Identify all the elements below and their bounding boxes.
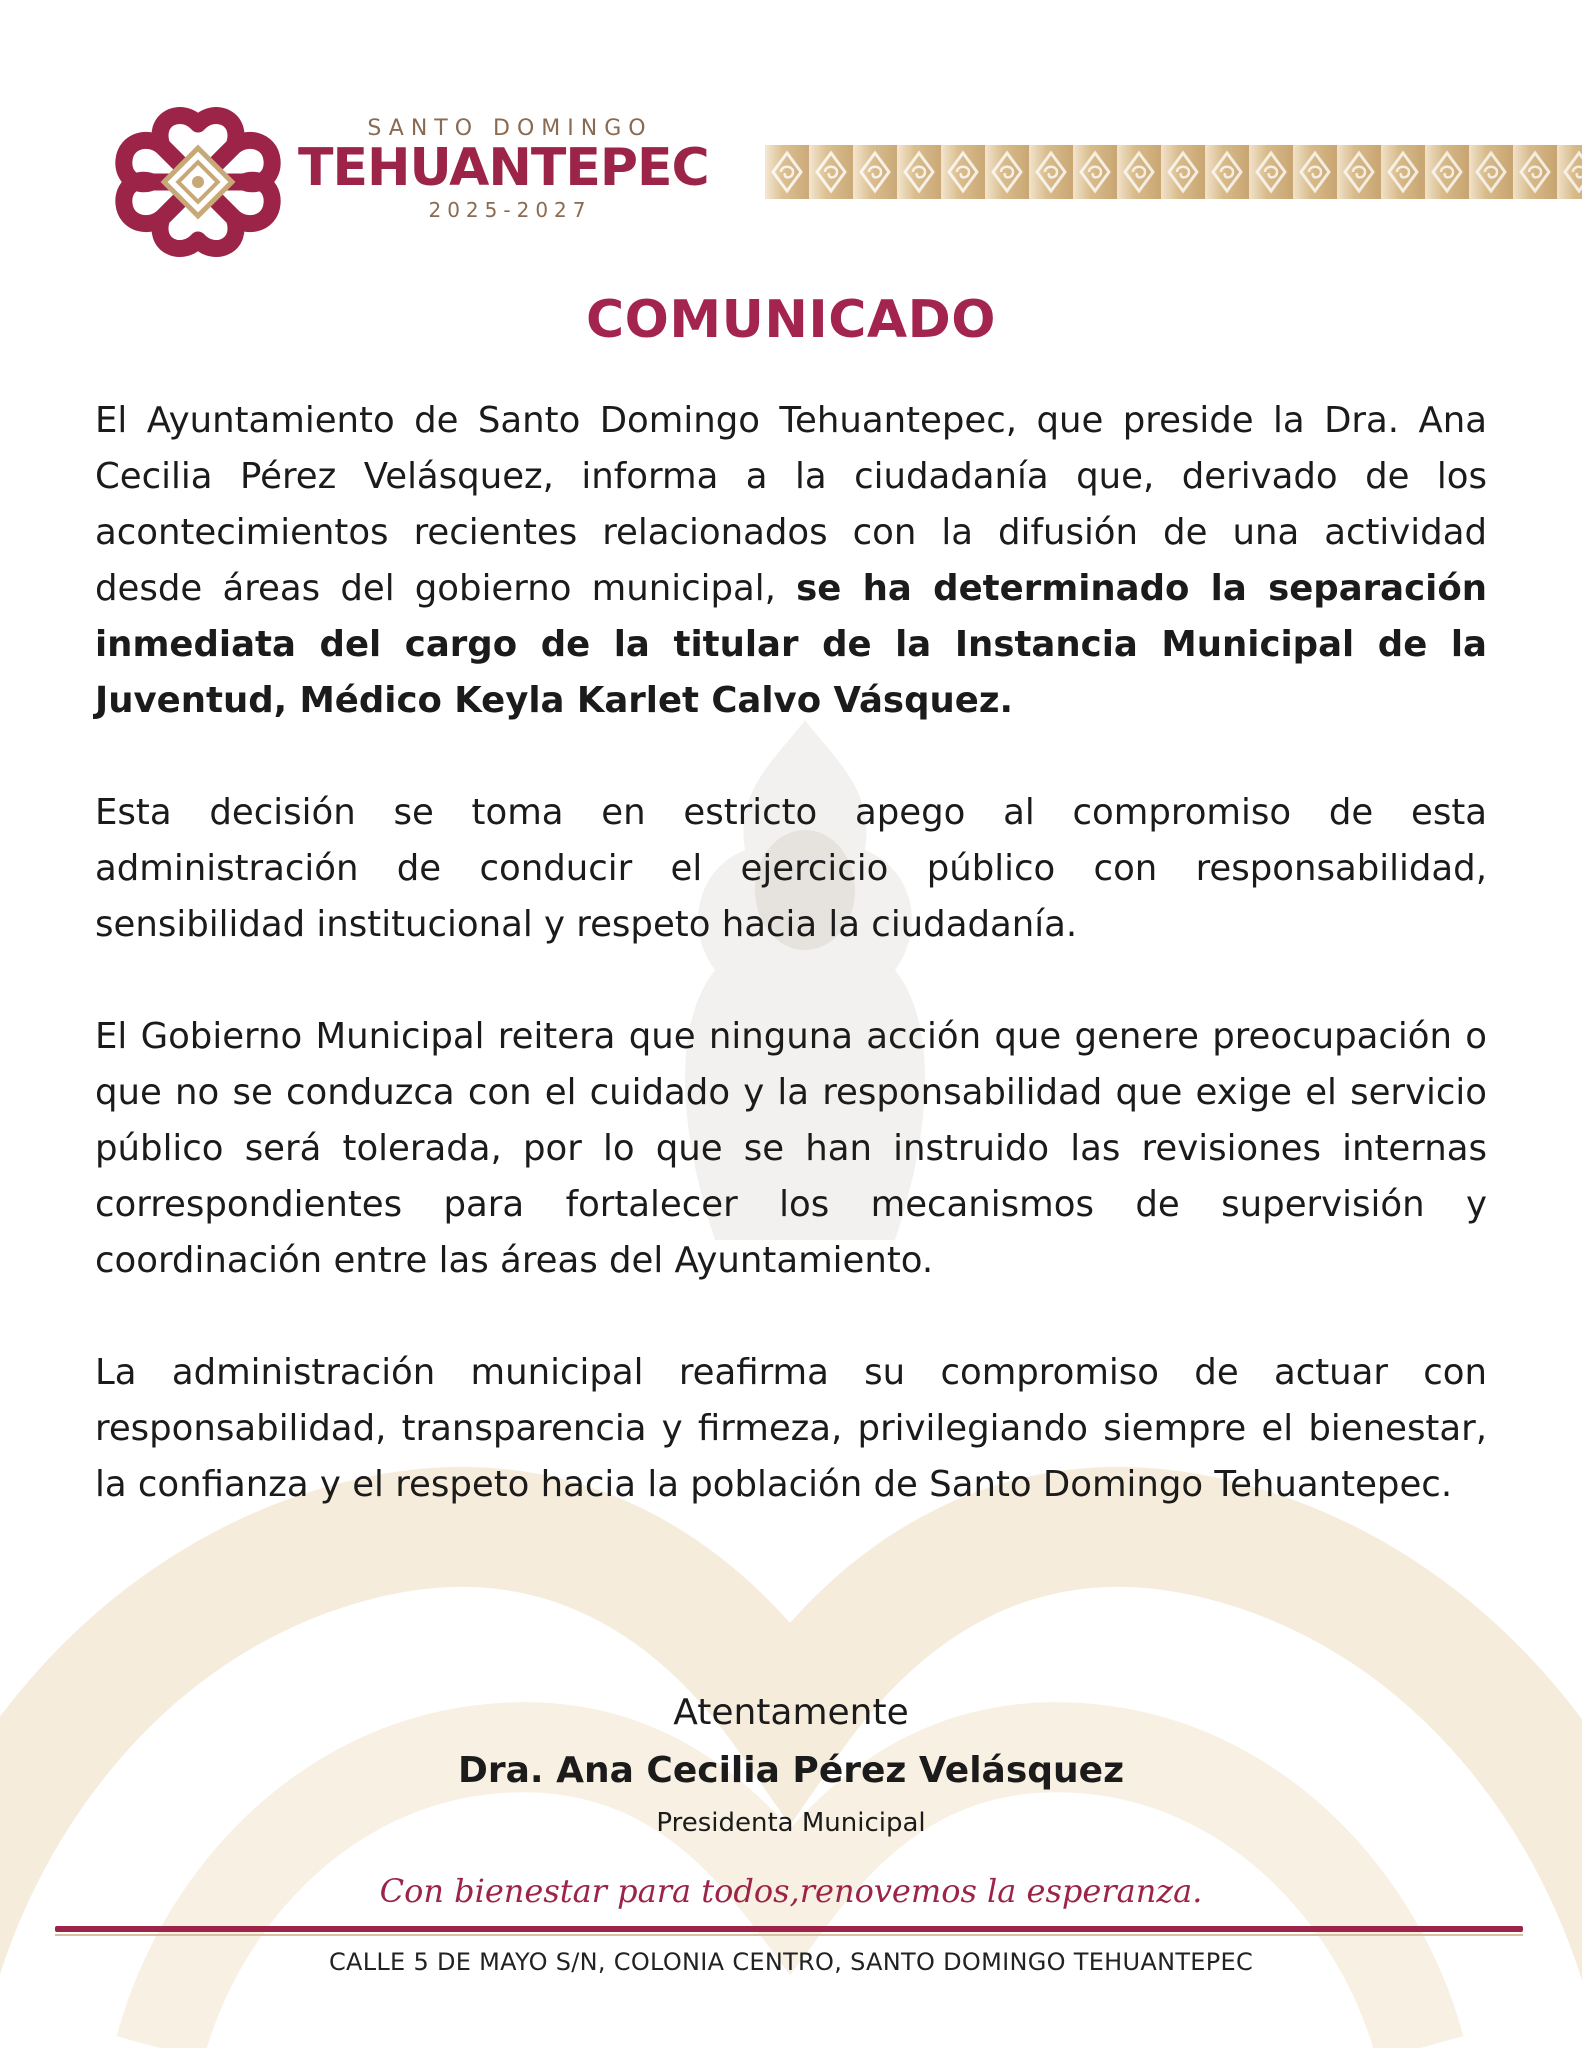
signature-role: Presidenta Municipal	[656, 1808, 926, 1838]
signature-name: Dra. Ana Cecilia Pérez Velásquez	[457, 1750, 1125, 1791]
paragraph-2: Esta decisión se toma en estricto apego al compromiso de esta administración de conducir el ejercicio público con responsabilidad, sensibilidad institucional y respeto hacia la ciudadanía.	[95, 792, 1487, 945]
paragraph-3: El Gobierno Municipal reitera que ninguna acción que genere preocupación o que no se conduzca con el cuidado y la responsabilidad que exige el servicio público será tolerada, por lo que se han instruido las revisiones internas correspondientes para fortalecer los mecanismos de supervisión y coordinación entre las áreas del Ayuntamiento.	[95, 1016, 1487, 1281]
footer-divider-accent	[55, 1934, 1523, 1936]
paragraph-4: La administración municipal reafirma su compromiso de actuar con responsabilidad, transparencia y firmeza, privilegiando siempre el bienestar, la confianza y el respeto hacia la población de Santo Domingo Tehuantepec.	[95, 1352, 1487, 1505]
footer-slogan: Con bienestar para todos,renovemos la esperanza.	[379, 1872, 1203, 1910]
decorative-pattern-band	[765, 145, 1582, 199]
footer-divider	[55, 1926, 1523, 1932]
footer-address: CALLE 5 DE MAYO S/N, COLONIA CENTRO, SANTO DOMINGO TEHUANTEPEC	[328, 1948, 1254, 1976]
brand-top-text: SANTO DOMINGO	[367, 116, 653, 141]
signature-greeting: Atentamente	[673, 1692, 909, 1733]
brand-years-text: 2025-2027	[428, 198, 592, 222]
tehuantepec-emblem-icon	[112, 98, 284, 266]
paragraph-1-bold-text: se ha determinado la separación inmediata del cargo de la titular de la Instancia Municipal de la Juventud, Médico Keyla Karlet Calvo Vásquez.	[95, 568, 1488, 721]
brand-main-text: TEHUANTEPEC	[298, 138, 709, 198]
communique-body	[95, 393, 1487, 1569]
paragraph-1-text: El Ayuntamiento de Santo Domingo Tehuantepec, que preside la Dra. Ana Cecilia Pérez Velásquez, informa a la ciudadanía que, derivado de los acontecimientos recientes relacionados con la difusión de una actividad desde áreas del gobierno municipal,	[95, 400, 1487, 609]
paragraph-1	[95, 393, 1487, 729]
page-title: COMUNICADO	[586, 290, 996, 350]
